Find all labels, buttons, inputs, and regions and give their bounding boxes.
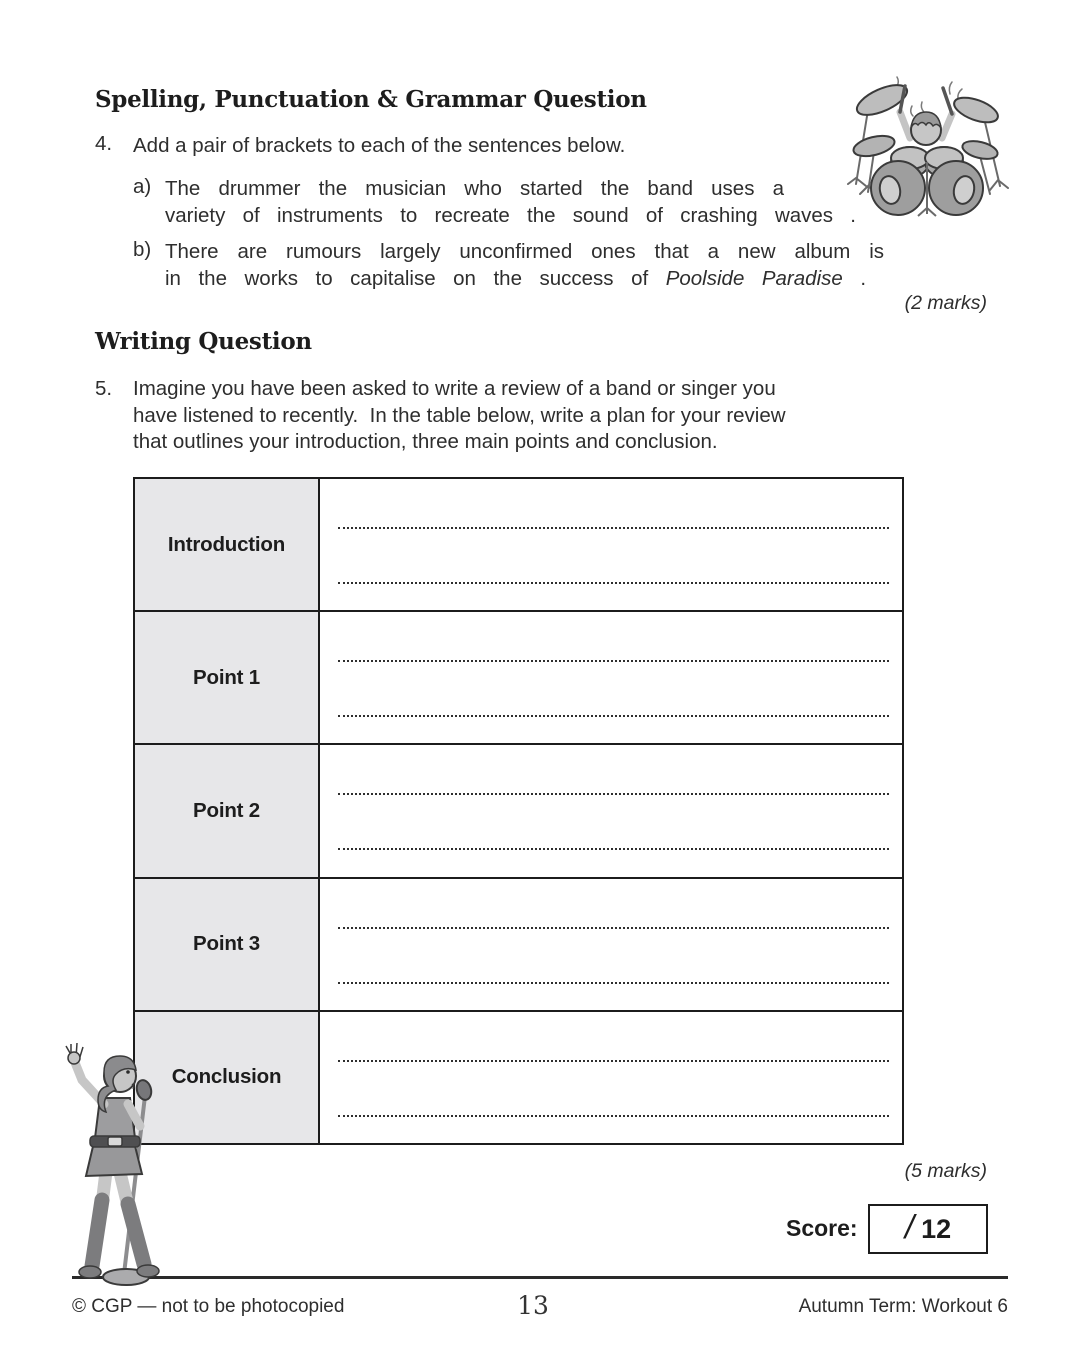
answer-line[interactable] bbox=[338, 715, 889, 717]
question-5-line3: that outlines your introduction, three main points and conclusion. bbox=[133, 430, 718, 453]
row-label-point-1: Point 1 bbox=[135, 612, 320, 743]
table-row bbox=[135, 879, 902, 1012]
question-4-marks: (2 marks) bbox=[904, 292, 987, 314]
row-label-point-2: Point 2 bbox=[135, 745, 320, 876]
question-5-line1: Imagine you have been asked to write a review of a band or singer you bbox=[133, 377, 776, 400]
sentence-a-line1[interactable]: The drummer the musician who started the band uses a bbox=[165, 177, 784, 200]
singer-illustration bbox=[52, 1038, 182, 1288]
sentence-b-line1[interactable]: There are rumours largely unconfirmed ones that a new album is bbox=[165, 240, 884, 263]
table-row bbox=[135, 612, 902, 745]
answer-line[interactable] bbox=[338, 1115, 889, 1117]
question-5-marks: (5 marks) bbox=[904, 1160, 987, 1182]
answer-line[interactable] bbox=[338, 927, 889, 929]
answer-cell-introduction[interactable] bbox=[320, 479, 902, 610]
answer-line[interactable] bbox=[338, 793, 889, 795]
question-5-prompt bbox=[133, 376, 833, 456]
row-label-introduction: Introduction bbox=[135, 479, 320, 610]
sentence-a-line2[interactable]: variety of instruments to recreate the sound of crashing waves . bbox=[165, 204, 856, 227]
score-box[interactable] bbox=[868, 1204, 988, 1254]
sentence-a-label: a) bbox=[133, 175, 152, 198]
writing-section-heading: Writing Question bbox=[95, 328, 312, 355]
footer-copyright: © CGP — not to be photocopied bbox=[72, 1296, 345, 1317]
question-4-number: 4. bbox=[95, 132, 113, 155]
answer-cell-point-3[interactable] bbox=[320, 879, 902, 1010]
answer-cell-point-1[interactable] bbox=[320, 612, 902, 743]
footer-workout-label: Autumn Term: Workout 6 bbox=[798, 1296, 1008, 1317]
table-row bbox=[135, 745, 902, 878]
question-5-line2: have listened to recently. In the table below, write a plan for your review bbox=[133, 403, 786, 427]
answer-line[interactable] bbox=[338, 982, 889, 984]
sentence-b[interactable] bbox=[165, 238, 884, 292]
score-label: Score: bbox=[786, 1215, 858, 1241]
table-row bbox=[135, 1012, 902, 1143]
sentence-a[interactable] bbox=[165, 175, 856, 229]
sentence-b-label: b) bbox=[133, 238, 152, 261]
question-4-prompt: Add a pair of brackets to each of the sentences below. bbox=[133, 134, 626, 157]
album-title: Poolside Paradise bbox=[665, 267, 843, 290]
review-plan-table bbox=[133, 477, 904, 1145]
row-label-conclusion: Conclusion bbox=[135, 1012, 320, 1143]
answer-line[interactable] bbox=[338, 848, 889, 850]
answer-cell-point-2[interactable] bbox=[320, 745, 902, 876]
spg-section-heading: Spelling, Punctuation & Grammar Question bbox=[95, 86, 647, 113]
answer-line[interactable] bbox=[338, 527, 889, 529]
score-slash: / bbox=[904, 1208, 915, 1245]
footer-divider bbox=[72, 1276, 1008, 1279]
answer-line[interactable] bbox=[338, 1060, 889, 1062]
answer-line[interactable] bbox=[338, 660, 889, 662]
score-total: 12 bbox=[921, 1213, 952, 1244]
answer-cell-conclusion[interactable] bbox=[320, 1012, 902, 1143]
row-label-point-3: Point 3 bbox=[135, 879, 320, 1010]
answer-line[interactable] bbox=[338, 582, 889, 584]
table-row bbox=[135, 479, 902, 612]
question-5-number: 5. bbox=[95, 377, 113, 400]
drummer-illustration bbox=[838, 66, 1016, 220]
sentence-b-line2[interactable]: in the works to capitalise on the success of Poolside Paradise . bbox=[165, 267, 867, 290]
footer-page-number: 13 bbox=[517, 1291, 549, 1320]
